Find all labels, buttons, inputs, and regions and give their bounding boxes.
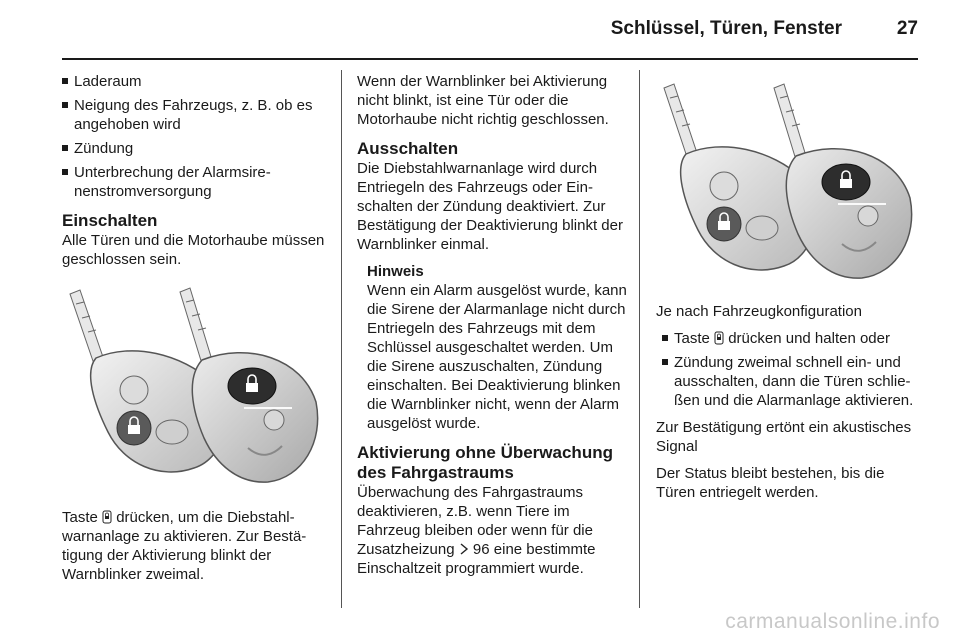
note-text: Wenn ein Alarm ausgelöst wurde, kann die Sirene der Alarmanlage nicht durch Entriegeln des Fahrzeugs mit dem Schlüssel ausgeschaltet werden. Um die Sirene auszuschalten, Zündung einschalten. Bei Deaktivierung blinken die Warnblinker nicht, wenn der Alarm ausgelöst wurde. bbox=[367, 282, 627, 432]
bullet-list bbox=[656, 329, 922, 410]
paragraph: Die Diebstahlwarnanlage wird durch Entriegeln des Fahrzeugs oder Einschalten der Zündung deaktiviert. Zur Bestätigung der Deaktivierung blinkt der Warnblinker einmal. bbox=[357, 160, 623, 253]
lock-icon bbox=[714, 331, 724, 345]
paragraph: Alle Türen und die Motorhaube müssen geschlossen sein. bbox=[62, 232, 325, 268]
chapter-title: Schlüssel, Türen, Fenster bbox=[610, 18, 842, 39]
key-fob-illustration bbox=[656, 76, 918, 288]
page-header bbox=[62, 18, 918, 46]
list-item: Taste drücken und halten oder bbox=[662, 329, 922, 348]
paragraph: Je nach Fahrzeugkonfiguration bbox=[656, 303, 862, 320]
paragraph: Wenn der Warnblinker bei Aktivierung nicht blinkt, ist eine Tür oder die Motorhaube nicht richtig geschlossen. bbox=[357, 73, 609, 128]
lock-icon bbox=[102, 510, 112, 524]
column-1-continued bbox=[62, 508, 330, 592]
paragraph: Zur Bestätigung ertönt ein akustisches Signal bbox=[656, 419, 912, 455]
column-divider bbox=[639, 70, 640, 608]
note-block bbox=[357, 262, 627, 433]
list-item: Neigung des Fahrzeugs, z. B. ob es angehoben wird bbox=[62, 96, 330, 134]
page-reference: 96 bbox=[472, 541, 490, 558]
note-title: Hinweis bbox=[367, 263, 424, 280]
list-item: Zündung zweimal schnell ein- und ausschalten, dann die Türen schließen und die Alarmanlage aktivieren. bbox=[662, 353, 922, 410]
column-divider bbox=[341, 70, 342, 608]
column-3 bbox=[656, 302, 922, 510]
column-1 bbox=[62, 72, 330, 277]
key-fob-figure-1 bbox=[62, 282, 324, 490]
paragraph: Taste drücken, um die Diebstahlwarnanlage zu aktivieren. Zur Bestätigung der Aktivierung blinkt der Warnblinker zweimal. bbox=[62, 509, 307, 583]
heading-ausschalten: Ausschalten bbox=[357, 139, 459, 158]
watermark: carmanualsonline.info bbox=[725, 610, 940, 633]
key-fob-figure-2 bbox=[656, 76, 918, 288]
list-item: Unterbrechung der Alarmsirenenstromversorgung bbox=[62, 163, 330, 201]
paragraph: Überwachung des Fahrgastraums deaktivieren, z.B. wenn Tiere im Fahrzeug bleiben oder wenn für die Zusatzheizung 96 eine bestimmte Einschaltzeit programmiert wurde. bbox=[357, 484, 596, 577]
page-reference-arrow-icon bbox=[459, 543, 469, 555]
header-rule bbox=[62, 58, 918, 60]
column-2 bbox=[357, 72, 627, 586]
heading-aktivierung: Aktivierung ohne Überwachung des Fahrgastraums bbox=[357, 443, 613, 482]
paragraph: Der Status bleibt bestehen, bis die Türen entriegelt werden. bbox=[656, 465, 885, 501]
heading-einschalten: Einschalten bbox=[62, 211, 158, 230]
page-number: 27 bbox=[896, 18, 918, 39]
list-item: Laderaum bbox=[62, 72, 330, 91]
list-item: Zündung bbox=[62, 139, 330, 158]
key-fob-illustration bbox=[62, 282, 324, 490]
bullet-list bbox=[62, 72, 330, 201]
